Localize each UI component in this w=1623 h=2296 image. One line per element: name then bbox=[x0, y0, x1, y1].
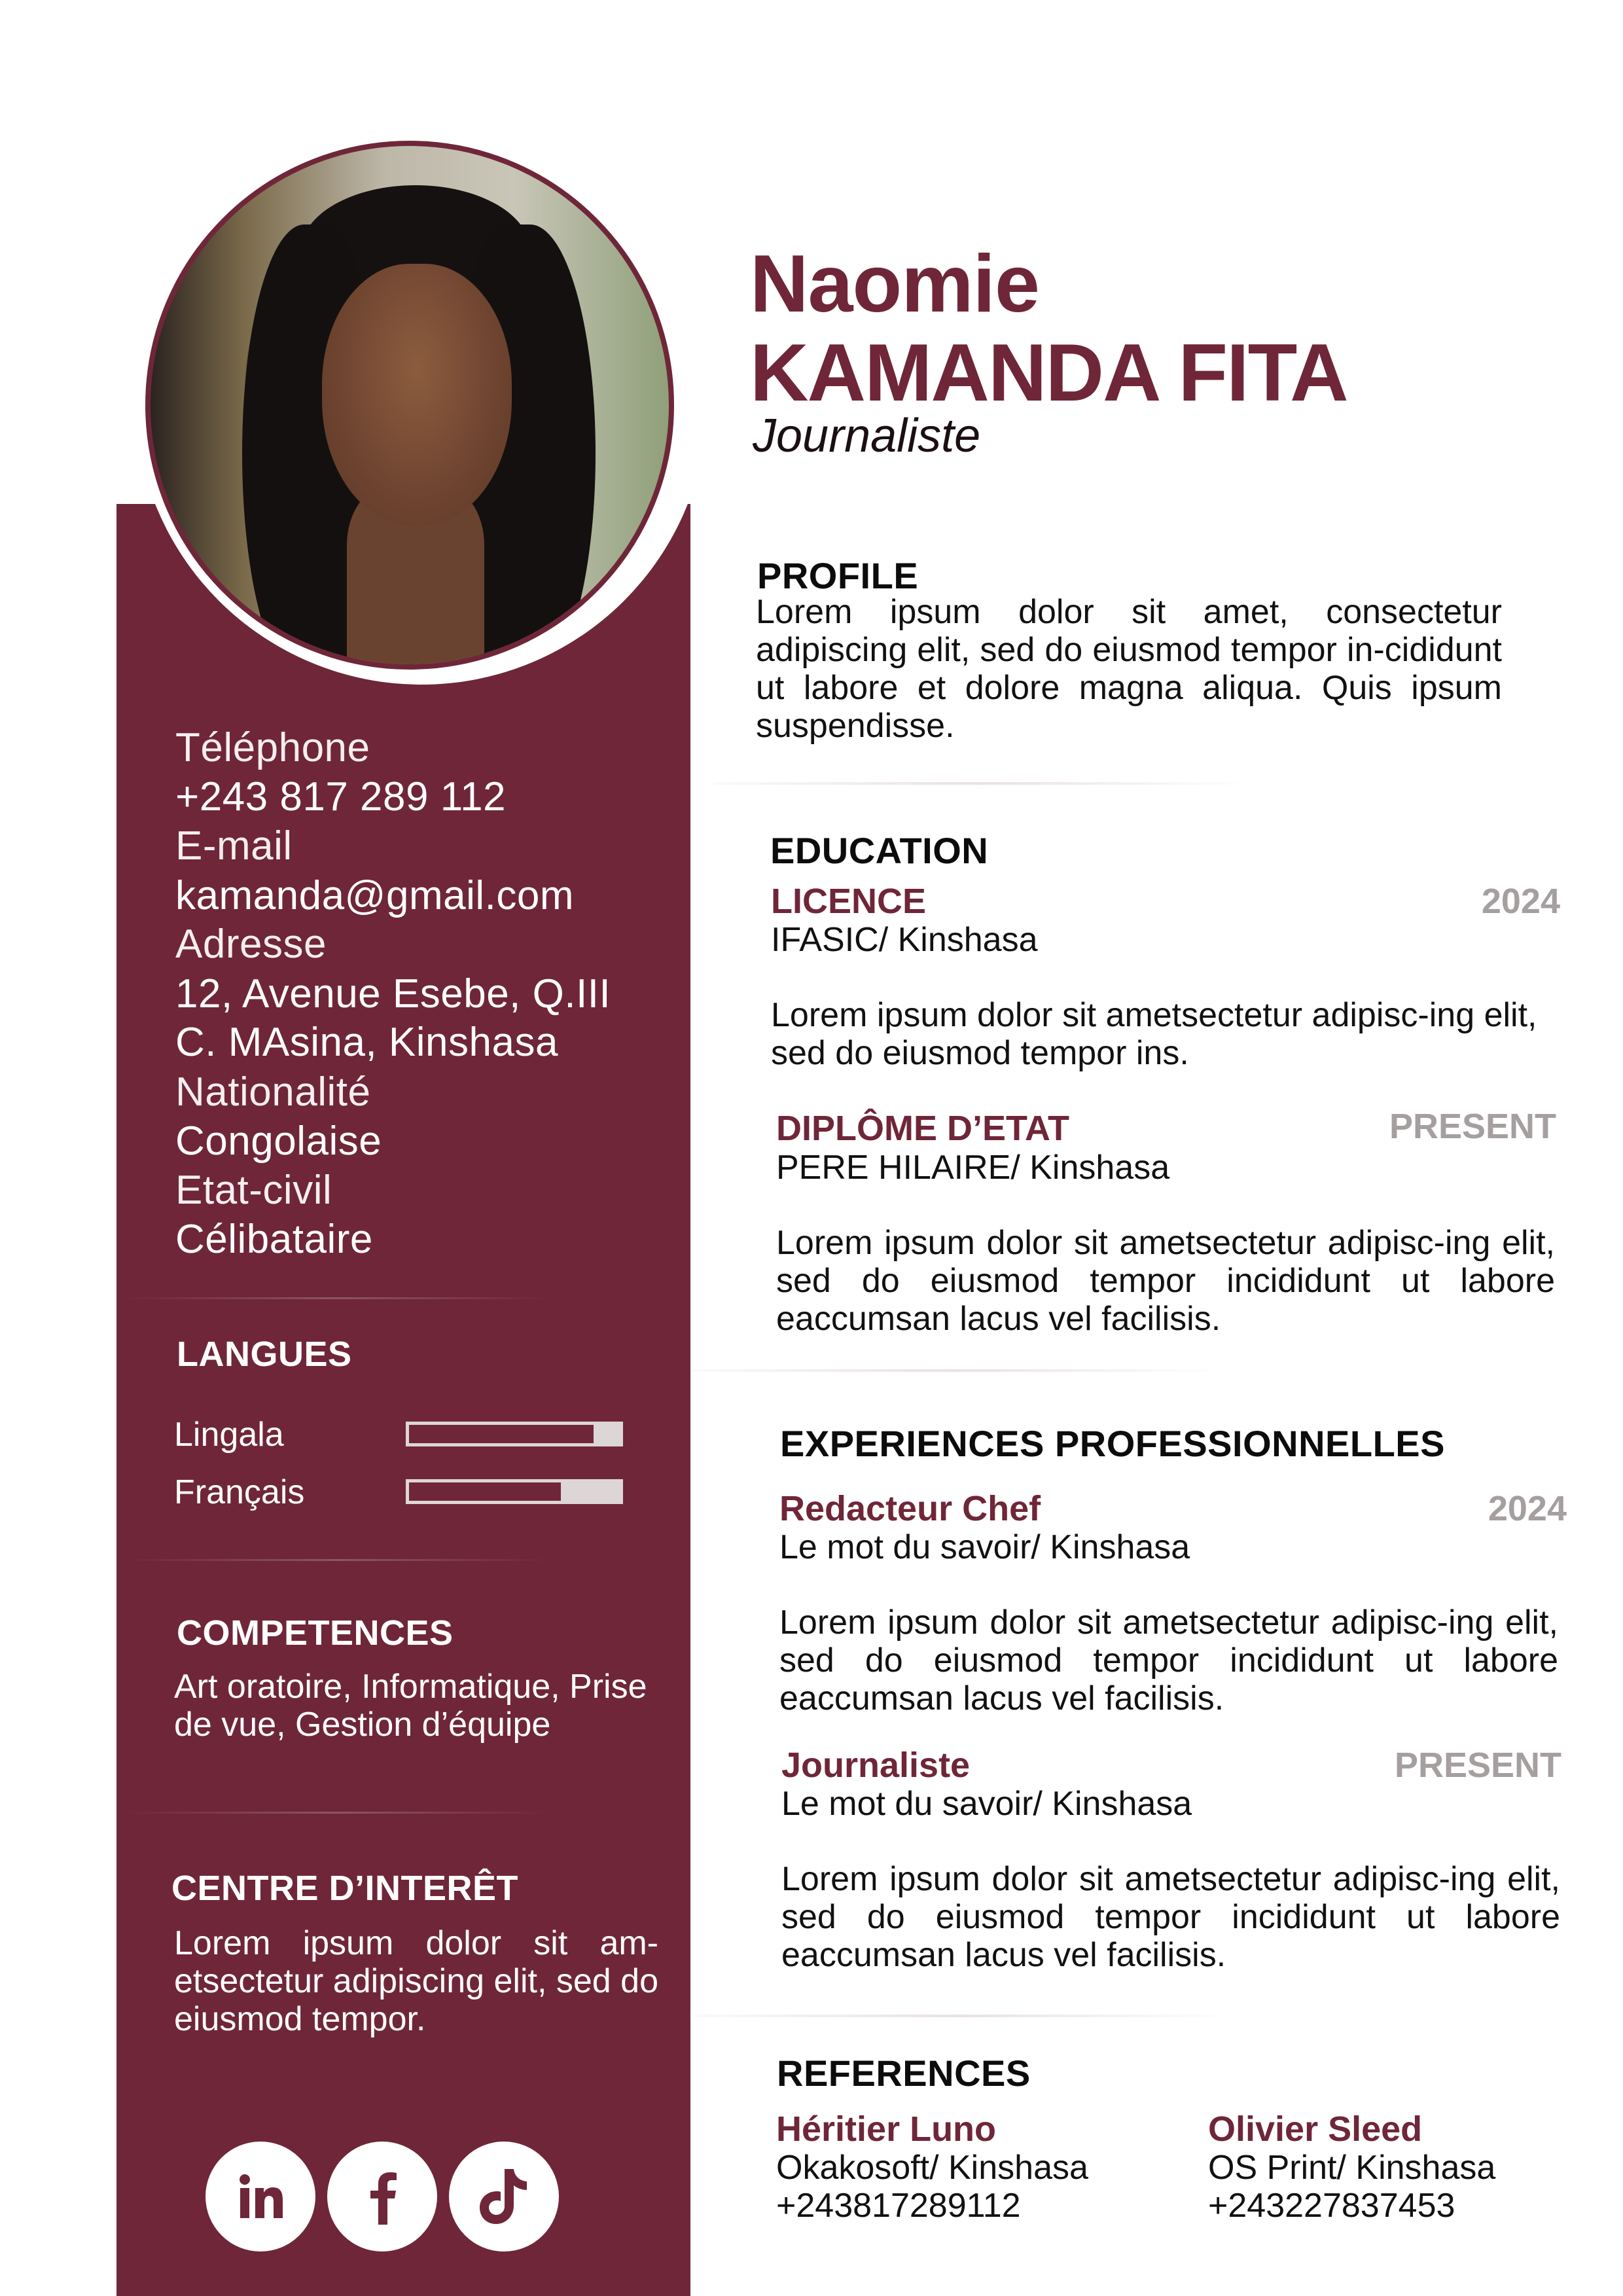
experience-title: Journaliste bbox=[781, 1746, 971, 1785]
education-institution: IFASIC/ Kinshasa bbox=[771, 921, 1038, 959]
section-divider bbox=[713, 782, 1250, 785]
tiktok-icon bbox=[474, 2165, 533, 2228]
education-title: DIPLÔME D’ETAT bbox=[776, 1109, 1069, 1148]
section-divider bbox=[694, 1369, 1217, 1372]
experience-company: Le mot du savoir/ Kinshasa bbox=[781, 1785, 1192, 1823]
interests-heading: CENTRE D’INTERÊT bbox=[171, 1869, 519, 1908]
interests-text: Lorem ipsum dolor sit am-etsectetur adipiscing elit, sed do eiusmod tempor. bbox=[174, 1924, 658, 2038]
skills-heading: COMPETENCES bbox=[177, 1613, 454, 1653]
address-line-1: 12, Avenue Esebe, Q.III bbox=[175, 971, 611, 1016]
education-title: LICENCE bbox=[771, 882, 927, 921]
address-line-2: C. MAsina, Kinshasa bbox=[175, 1020, 558, 1065]
facebook-button[interactable] bbox=[327, 2142, 437, 2251]
civil-status-value: Célibataire bbox=[175, 1217, 373, 1262]
section-divider bbox=[694, 2015, 1230, 2017]
reference-company: Okakosoft/ Kinshasa bbox=[776, 2149, 1088, 2187]
linkedin-button[interactable] bbox=[205, 2142, 315, 2251]
profile-photo bbox=[145, 141, 674, 670]
reference-phone[interactable]: +243227837453 bbox=[1208, 2187, 1455, 2225]
language-name: Lingala bbox=[174, 1416, 284, 1454]
reference-phone[interactable]: +243817289112 bbox=[776, 2187, 1021, 2225]
experience-heading: EXPERIENCES PROFESSIONNELLES bbox=[780, 1423, 1445, 1464]
experience-description: Lorem ipsum dolor sit ametsectetur adipisc-ing elit, sed do eiusmod tempor incididunt ut labore eaccumsan lacus vel facilisis. bbox=[779, 1604, 1558, 1717]
education-date: PRESENT bbox=[1389, 1107, 1556, 1146]
experience-title: Redacteur Chef bbox=[779, 1489, 1041, 1528]
sidebar-divider bbox=[124, 1297, 550, 1299]
civil-status-label: Etat-civil bbox=[175, 1168, 332, 1213]
facebook-icon bbox=[356, 2167, 408, 2226]
language-item bbox=[174, 1473, 632, 1512]
languages-heading: LANGUES bbox=[177, 1335, 352, 1374]
email-value[interactable]: kamanda@gmail.com bbox=[175, 873, 575, 918]
language-level-bar bbox=[406, 1479, 623, 1504]
skills-text: Art oratoire, Informatique, Prise de vue, Gestion d’équipe bbox=[174, 1668, 647, 1744]
education-date: 2024 bbox=[1481, 882, 1560, 921]
nationality-label: Nationalité bbox=[175, 1069, 371, 1115]
tiktok-button[interactable] bbox=[449, 2142, 559, 2251]
reference-name: Olivier Sleed bbox=[1208, 2109, 1423, 2149]
linkedin-icon bbox=[234, 2170, 287, 2223]
sidebar-divider bbox=[124, 1559, 550, 1561]
education-institution: PERE HILAIRE/ Kinshasa bbox=[776, 1149, 1170, 1187]
education-description: Lorem ipsum dolor sit ametsectetur adipisc-ing elit, sed do eiusmod tempor ins. bbox=[771, 996, 1537, 1072]
sidebar-divider bbox=[124, 1812, 550, 1814]
job-title: Journaliste bbox=[753, 410, 981, 462]
address-label: Adresse bbox=[175, 922, 327, 967]
reference-company: OS Print/ Kinshasa bbox=[1208, 2149, 1496, 2187]
email-label: E-mail bbox=[175, 823, 293, 869]
experience-company: Le mot du savoir/ Kinshasa bbox=[779, 1528, 1190, 1566]
language-level-bar bbox=[406, 1422, 623, 1446]
profile-text: Lorem ipsum dolor sit amet, consectetur adipiscing elit, sed do eiusmod tempor in-cididunt ut labore et dolore magna aliqua. Quis ipsum suspendisse. bbox=[756, 593, 1502, 745]
experience-description: Lorem ipsum dolor sit ametsectetur adipisc-ing elit, sed do eiusmod tempor incididunt ut labore eaccumsan lacus vel facilisis. bbox=[781, 1860, 1560, 1974]
experience-date: 2024 bbox=[1488, 1489, 1567, 1528]
experience-date: PRESENT bbox=[1394, 1746, 1561, 1785]
education-description: Lorem ipsum dolor sit ametsectetur adipisc-ing elit, sed do eiusmod tempor incididunt ut labore eaccumsan lacus vel facilisis. bbox=[776, 1224, 1555, 1338]
profile-heading: PROFILE bbox=[757, 555, 919, 596]
photo-face bbox=[322, 264, 512, 526]
phone-label: Téléphone bbox=[175, 725, 370, 770]
language-level-fill bbox=[409, 1482, 561, 1501]
reference-name: Héritier Luno bbox=[776, 2109, 997, 2149]
language-level-fill bbox=[409, 1425, 594, 1443]
education-heading: EDUCATION bbox=[770, 830, 989, 871]
references-heading: REFERENCES bbox=[777, 2053, 1031, 2094]
language-name: Français bbox=[174, 1473, 305, 1511]
last-name: KAMANDA FITA bbox=[750, 328, 1347, 418]
first-name: Naomie bbox=[750, 239, 1039, 329]
nationality-value: Congolaise bbox=[175, 1119, 382, 1164]
phone-value[interactable]: +243 817 289 112 bbox=[175, 774, 507, 819]
language-item bbox=[174, 1415, 632, 1454]
